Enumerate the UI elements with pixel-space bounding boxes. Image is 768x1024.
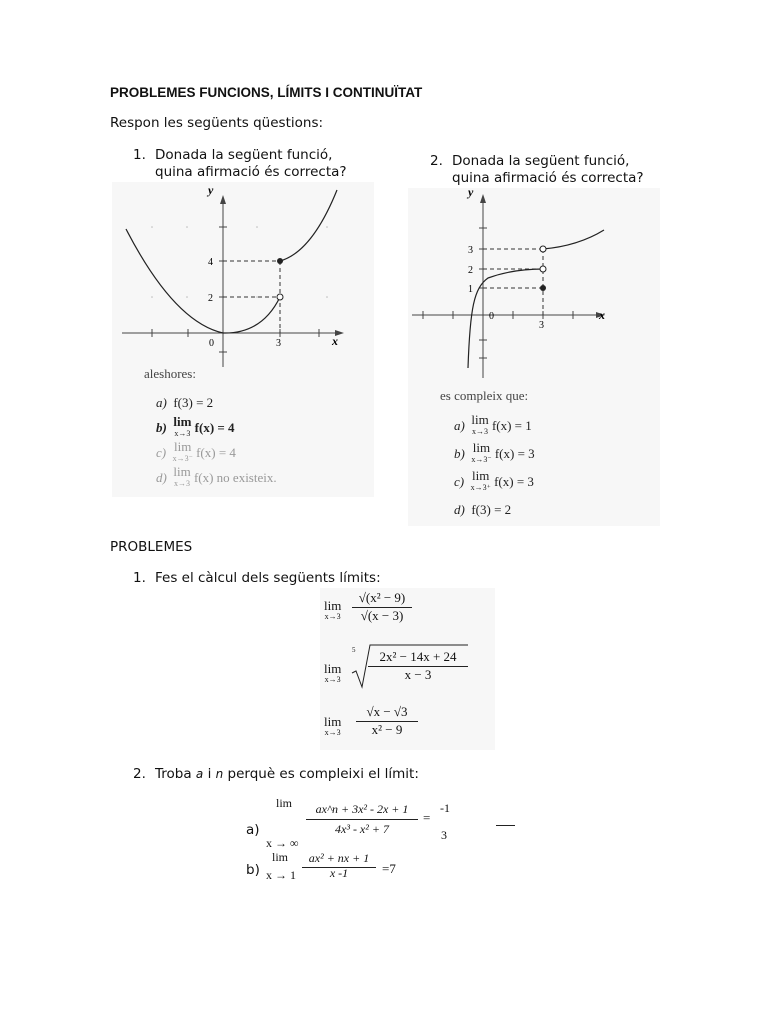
curve-right [543, 230, 604, 249]
part-b-label: b) [246, 862, 260, 878]
fraction-bar [496, 825, 515, 826]
curve-left [126, 229, 280, 333]
question-2-options [454, 412, 535, 524]
limit-1-operator: lim x→3 [324, 598, 342, 621]
var-n: n [215, 767, 224, 781]
open-point-top [540, 246, 546, 252]
x-tick-0: 0 [489, 311, 494, 322]
limit-2-operator: lim x→3 [324, 661, 342, 684]
part-a-denominator: 4x³ - x² + 7 [335, 822, 389, 836]
part-a-equals: = [423, 810, 431, 825]
part-b-numerator: ax² + nx + 1 [302, 851, 376, 868]
part-a-numerator: ax^n + 3x² - 2x + 1 [306, 802, 418, 820]
question-1-lead: aleshores: [144, 366, 196, 381]
part-b-fraction [302, 851, 376, 879]
part-a-sub: x → ∞ [266, 836, 299, 850]
x-tick-3: 3 [539, 320, 544, 331]
question-line2: quina afirmació és correcta? [452, 170, 644, 186]
option-d[interactable]: d) lim x→3 f(x) no existeix. [156, 464, 277, 488]
var-a: a [195, 767, 204, 781]
y-tick-1: 1 [468, 284, 473, 295]
part-b-equals: =7 [382, 861, 396, 876]
option-c[interactable]: c) lim x→3⁻ f(x) = 4 [156, 439, 236, 463]
problem-1-limits [320, 588, 495, 750]
problem-1-text [133, 570, 381, 587]
intro-text: Respon les següents qüestions: [110, 115, 324, 131]
part-b-denominator: x -1 [329, 866, 349, 880]
option-a[interactable]: a) f(3) = 2 [156, 395, 214, 410]
y-tick-4: 4 [208, 257, 213, 268]
limit-3-fraction [356, 704, 418, 738]
problem-statement: Fes el càlcul dels següents límits: [155, 570, 381, 586]
open-point-mid [540, 266, 546, 272]
y-axis-label: y [468, 188, 474, 199]
y-tick-2: 2 [208, 293, 213, 304]
question-2-figure [408, 188, 660, 526]
limit-2-root-index: 5 [352, 646, 356, 654]
x-axis-label: x [332, 334, 338, 348]
filled-point [540, 285, 546, 291]
problem-2-text: 2. Troba a i n perquè es compleixi el límit: [133, 766, 419, 782]
option-d[interactable]: d) f(3) = 2 [454, 502, 512, 517]
limit-1-denominator: √(x − 3) [360, 608, 404, 623]
part-a-label: a) [246, 822, 260, 838]
limit-3-denominator: x² − 9 [371, 722, 403, 737]
problem-number: 2. [133, 766, 146, 782]
problem-number: 1. [133, 570, 146, 586]
part-b-sub: x → 1 [266, 868, 296, 882]
limit-2-numerator: 2x² − 14x + 24 [368, 649, 468, 667]
option-a[interactable]: a) lim x→3 f(x) = 1 [454, 412, 532, 436]
y-axis-label: y [208, 183, 214, 197]
y-tick-2: 2 [468, 265, 473, 276]
part-a-lim: lim [276, 796, 293, 810]
y-tick-3: 3 [468, 245, 473, 256]
x-tick-0: 0 [209, 338, 214, 349]
question-1-options [156, 390, 277, 490]
x-axis-label: x [599, 308, 605, 322]
limit-3-numerator: √x − √3 [356, 704, 418, 722]
limit-2-fraction [368, 649, 468, 683]
part-a-result-den: 3 [441, 828, 447, 842]
limit-3-operator: lim x→3 [324, 714, 342, 737]
question-line1: Donada la següent funció, [155, 147, 333, 163]
limit-1-fraction [352, 590, 412, 624]
curve-right [280, 190, 337, 261]
option-b[interactable]: b) lim x→3 f(x) = 4 [156, 414, 235, 438]
x-tick-3: 3 [276, 338, 281, 349]
question-1-header [133, 147, 347, 181]
limit-2-denominator: x − 3 [404, 667, 432, 682]
curve-left [468, 269, 543, 368]
question-line1: Donada la següent funció, [452, 153, 630, 169]
problems-heading: PROBLEMES [110, 539, 193, 555]
option-b[interactable]: b) lim x→3⁻ f(x) = 3 [454, 440, 535, 464]
open-point [277, 294, 283, 300]
filled-point [277, 258, 283, 264]
question-2-header [430, 153, 644, 187]
document-title: PROBLEMES FUNCIONS, LÍMITS I CONTINUÏTAT [110, 85, 423, 100]
part-a-fraction [306, 802, 418, 837]
question-number: 2. [430, 153, 443, 169]
limit-1-numerator: √(x² − 9) [352, 590, 412, 608]
option-c[interactable]: c) lim x→3⁺ f(x) = 3 [454, 468, 534, 492]
part-b-lim: lim [272, 850, 289, 864]
part-a-result-num: -1 [440, 801, 450, 815]
question-2-graph [408, 188, 660, 388]
question-1-figure [112, 182, 374, 497]
question-2-lead: es compleix que: [440, 388, 529, 403]
question-line2: quina afirmació és correcta? [155, 164, 347, 180]
question-number: 1. [133, 147, 146, 163]
